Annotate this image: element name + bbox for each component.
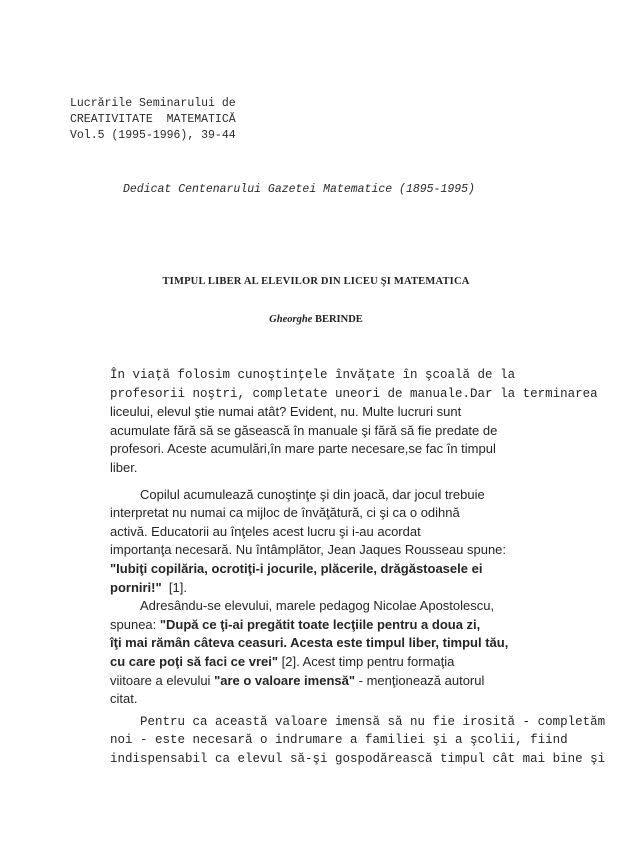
p3-line-2-lead: spunea: [110,616,160,632]
p3-line-2 [70,616,560,635]
p1-line-5: profesori. Aceste acumulări,în mare parte necesare,se fac în timpul [110,441,496,457]
p4-line-1: Pentru ca această valoare imensă să nu fie irosită - completăm [140,714,606,729]
body-text [70,366,606,768]
author-first-name: Gheorghe [269,314,313,325]
p3-line-4-rest: [2]. Acest timp pentru formaţia [278,653,455,669]
p2-line-2: interpretat nu numai ca mijloc de învăţătură, ci şi ca o odihnă [110,505,460,521]
p1-line-1: În viaţă folosim cunoştinţele învăţate în şcoală de la [110,368,516,382]
reference-1: [1]. [168,579,187,595]
p3-line-5-lead: viitoare a elevului [110,672,215,688]
p4-line-3: indispensabil ca elevul să-şi gospodărească timpul cât mai bine şi [110,751,606,766]
p2-line-6 [70,579,560,598]
p1-line-3: liceului, elevul ştie numai atât? Evident, nu. Multe lucruri sunt [110,404,462,420]
rousseau-quote-line-2: porniri!" [110,579,162,595]
apostolescu-quote-line-2: îţi mai rămân câteva ceasuri. Acesta este timpul liber, timpul tău, [110,635,509,651]
header-line-title: CREATIVITATE MATEMATICĂ [70,113,236,126]
p1-line-2: profesorii noştri, completate uneori de manuale.Dar la terminarea [110,386,598,401]
p2-line-4: importanţa necesară. Nu întâmplător, Jean Jaques Rousseau spune: [110,542,507,558]
apostolescu-quote-line-1: "După ce ţi-ai pregătit toate lecţiile pentru a doua zi, [159,616,481,632]
author [0,314,632,325]
header-line-series: Lucrările Seminarului de [70,97,236,110]
p3-line-6: citat. [110,691,138,707]
header-line-volume: Vol.5 (1995-1996), 39-44 [70,129,236,142]
paragraph-4 [70,713,606,769]
p2-line-3: activă. Educatorii au înţeles acest lucru şi i-au acordat [110,523,421,539]
p3-line-5 [70,672,560,691]
p3-line-5-rest: - menţionează autorul [355,672,485,688]
p1-line-4: acumulate fără să se găsească în manuale şi fără să fie predate de [110,422,498,438]
value-quote: "are o valoare imensă" [214,672,356,688]
p3-line-1: Adresându-se elevului, marele pedagog Nicolae Apostolescu, [140,598,495,614]
journal-header [70,96,236,144]
author-last-name: BERINDE [314,314,363,325]
apostolescu-quote-line-3: cu care poţi să faci ce vrei" [110,653,279,669]
paragraph-3 [70,597,560,709]
p1-line-6: liber. [110,459,138,475]
paper-title: TIMPUL LIBER AL ELEVILOR DIN LICEU ŞI MATEMATICA [162,276,470,287]
p3-line-4 [70,653,560,672]
paragraph-2 [70,486,560,598]
p2-line-1: Copilul acumulează cunoştinţe şi din joacă, dar jocul trebuie [140,486,485,502]
p4-line-2: noi - este necesară o indrumare a familiei şi a şcolii, fiind [110,733,568,748]
paragraph-1 [70,366,598,478]
dedication: Dedicat Centenarului Gazetei Matematice (1895-1995) [123,183,475,196]
rousseau-quote-line-1: "Iubiţi copilăria, ocrotiţi-i jocurile, plăcerile, drăgăstoasele ei [110,560,483,576]
